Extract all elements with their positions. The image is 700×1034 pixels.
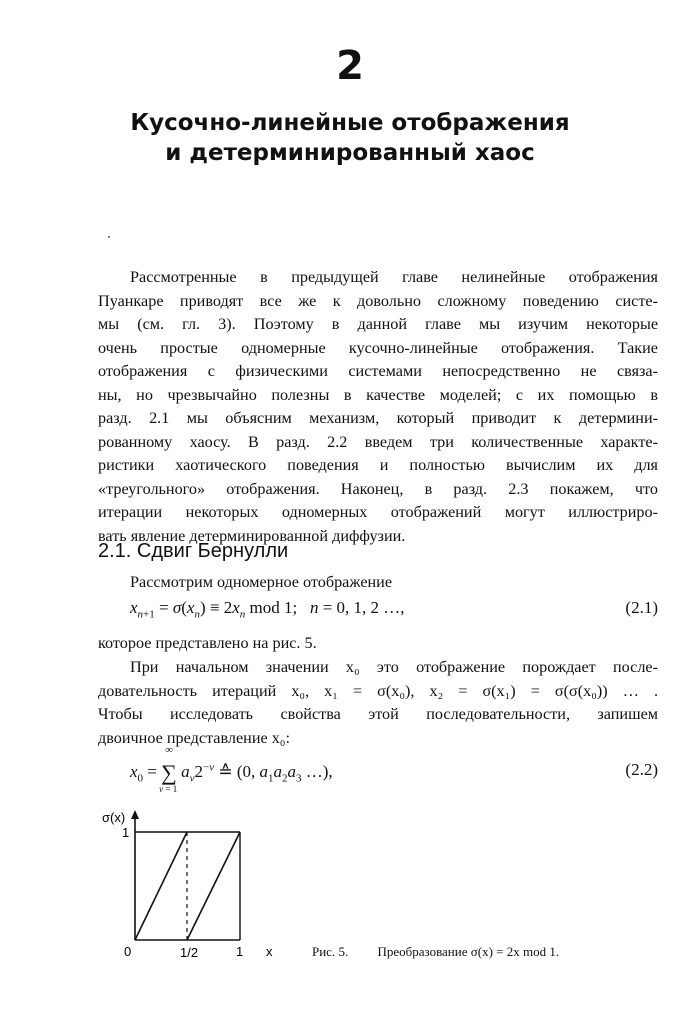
figure-caption-label: Рис. 5.: [312, 944, 349, 959]
chapter-title: [0, 108, 700, 168]
figure-caption-text: Преобразование σ(x) = 2x mod 1.: [377, 944, 560, 959]
intro-line: отображения с физическими системами непосредственно не связа-: [98, 362, 658, 380]
x-axis-label: x: [266, 944, 273, 959]
intro-line: Рассмотренные в предыдущей главе нелинейные отображения: [130, 268, 658, 286]
section-title: 2.1. Сдвиг Бернулли: [98, 540, 289, 562]
chapter-title-line-2: и детерминированный хаос: [165, 140, 535, 166]
x-tick-0: 0: [124, 944, 132, 959]
intro-line: Пуанкаре приводят все же к довольно сложному поведению систе-: [98, 291, 658, 310]
iteration-line: двоичное представление x₀:: [98, 728, 290, 747]
x-tick-1: 1: [236, 944, 244, 959]
after-equation-text: которое представлено на рис. 5.: [98, 634, 317, 652]
intro-line: ны, но чрезвычайно полезны в качестве моделей; с их помощью в: [98, 385, 658, 404]
intro-line: рованному хаосу. В разд. 2.2 введем три количественные характе-: [98, 432, 658, 451]
equation-2-1-number: (2.1): [625, 598, 658, 617]
intro-line: ристики хаотического поведения и полностью вычислим их для: [98, 456, 658, 474]
intro-line: мы (см. гл. 3). Поэтому в данной главе мы изучим некоторые: [98, 315, 658, 333]
stray-dot: [108, 236, 110, 238]
equation-2-2: [98, 744, 658, 794]
iteration-paragraph: [98, 656, 658, 750]
iteration-line: При начальном значении x₀ это отображение порождает после-: [130, 658, 658, 676]
map-branch-left: [135, 832, 187, 940]
y-axis-arrow: [131, 810, 139, 819]
intro-line: «треугольного» отображения. Наконец, в разд. 2.3 покажем, что: [98, 479, 658, 498]
intro-line: вать явление детерминированной диффузии.: [98, 526, 406, 545]
equation-2-1: [98, 598, 658, 628]
figure-caption: [312, 944, 559, 960]
x-tick-half: 1/2: [180, 945, 199, 960]
iteration-line: Чтобы исследовать свойства этой последовательности, запишем: [98, 705, 658, 723]
y-axis-label: σ(x): [102, 810, 126, 825]
bernoulli-shift-plot: [100, 808, 300, 968]
intro-line: итерации некоторых одномерных отображений могут иллюстриро-: [98, 503, 658, 521]
equation-2-2-formula: $x_0$ = ∞ ∑ ν = 1 $a_\nu 2^{-\nu}$ ≙ (0, $a_1a_2a_3$ …),: [130, 744, 333, 794]
y-tick-1: 1: [122, 825, 130, 840]
section-lead: Рассмотрим одномерное отображение: [130, 573, 393, 591]
chapter-number: 2: [336, 43, 364, 89]
intro-paragraph: [98, 266, 658, 548]
iteration-line: довательность итераций x₀, x₁ = σ(x₀), x₂ = σ(x₁) = σ(σ(x₀)) … .: [98, 681, 658, 700]
map-branch-right: [187, 832, 240, 940]
intro-line: очень простые одномерные кусочно-линейные отображения. Такие: [98, 338, 658, 357]
intro-line: разд. 2.1 мы объясним механизм, который приводит к детермини-: [98, 409, 658, 427]
equation-2-1-formula: $x_{n+1} = \sigma(x_n) \equiv 2x_n$ mod 1; n = 0, 1, 2 …,: [130, 598, 405, 621]
chapter-title-line-1: Кусочно-линейные отображения: [130, 110, 570, 136]
equation-2-2-number: (2.2): [625, 760, 658, 779]
